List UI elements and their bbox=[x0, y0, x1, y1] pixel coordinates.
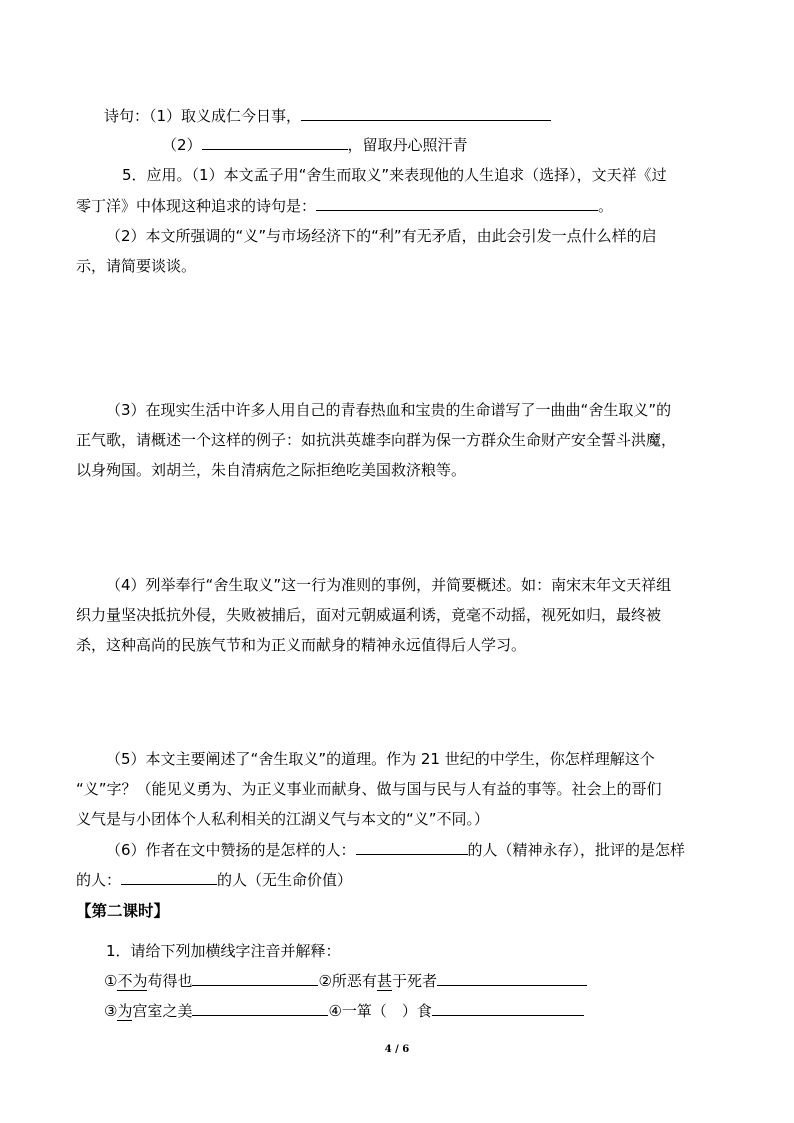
q5-6-line-1: （6）作者在文中赞扬的是怎样的人： 的人（精神永存），批评的是怎样 bbox=[106, 841, 686, 859]
answer-blank[interactable] bbox=[356, 839, 468, 855]
poem-line-2: （2） ，留取丹心照汗青 bbox=[162, 136, 468, 154]
answer-blank[interactable] bbox=[121, 869, 217, 885]
q5-5-line-1: （5）本文主要阐述了“舍生取义”的道理。作为 21 世纪的中学生，你怎样理解这个 bbox=[106, 750, 655, 768]
q5-line-1: 5．应用。（1）本文孟子用“舍生而取义”来表现他的人生追求（选择），文天祥《过 bbox=[122, 166, 667, 184]
answer-blank[interactable] bbox=[316, 195, 598, 211]
q1-intro: 1．请给下列加横线字注音并解释： bbox=[106, 942, 341, 960]
page-number: 4 / 6 bbox=[384, 1044, 410, 1055]
underlined-word: 甚 bbox=[376, 972, 392, 990]
answer-blank[interactable] bbox=[437, 970, 587, 986]
answer-blank[interactable] bbox=[301, 105, 551, 121]
q5-2-line-1: （2）本文所强调的“义”与市场经济下的“利”有无矛盾，由此会引发一点什么样的启 bbox=[106, 227, 657, 245]
q5-4-line-2: 织力量坚决抵抗外侵，失败被捕后，面对元朝威逼利诱，竟毫不动摇，视死如归，最终被 bbox=[76, 606, 662, 624]
poem-line-1: 诗句：（1）取义成仁今日事， bbox=[104, 105, 551, 126]
underlined-word: 为 bbox=[117, 1002, 133, 1020]
answer-blank[interactable] bbox=[432, 1000, 584, 1016]
q5-line-2: 零丁洋》中体现这种追求的诗句是： 。 bbox=[76, 197, 614, 215]
answer-blank[interactable] bbox=[192, 1000, 328, 1016]
q5-5-line-2: “义”字？（能见义勇为、为正义事业而献身、做与国与民与人有益的事等。社会上的哥们 bbox=[76, 780, 662, 798]
q5-3-line-2: 正气歌，请概述一个这样的例子：如抗洪英雄李向群为保一方群众生命财产安全誓斗洪魔， bbox=[76, 431, 677, 449]
q1-row-1: ①不为苟得也 ②所恶有甚于死者 bbox=[104, 970, 587, 991]
answer-blank[interactable] bbox=[192, 970, 318, 986]
q5-6-line-2: 的人： 的人（无生命价值） bbox=[76, 871, 353, 889]
poem-label: 诗句： bbox=[104, 107, 150, 125]
q1-row-2: ③为宫室之美 ④一箪（ ）食 bbox=[104, 1000, 584, 1021]
q5-4-line-1: （4）列举奉行“舍生取义”这一行为准则的事例，并简要概述。如：南宋末年文天祥组 bbox=[106, 576, 672, 594]
q5-2-line-2: 示，请简要谈谈。 bbox=[76, 257, 197, 275]
underlined-word: 不为 bbox=[117, 972, 148, 990]
q5-3-line-3: 以身殉国。刘胡兰，朱自清病危之际拒绝吃美国救济粮等。 bbox=[76, 461, 467, 479]
answer-blank[interactable] bbox=[202, 134, 348, 150]
q5-4-line-3: 杀，这种高尚的民族气节和为正义而献身的精神永远值得后人学习。 bbox=[76, 636, 527, 654]
q5-5-line-3: 义气是与小团体个人私利相关的江湖义气与本文的“义”不同。） bbox=[76, 810, 490, 828]
lesson2-heading: 【第二课时】 bbox=[76, 902, 170, 920]
q5-3-line-1: （3）在现实生活中许多人用自己的青春热血和宝贵的生命谱写了一曲曲“舍生取义”的 bbox=[106, 401, 672, 419]
